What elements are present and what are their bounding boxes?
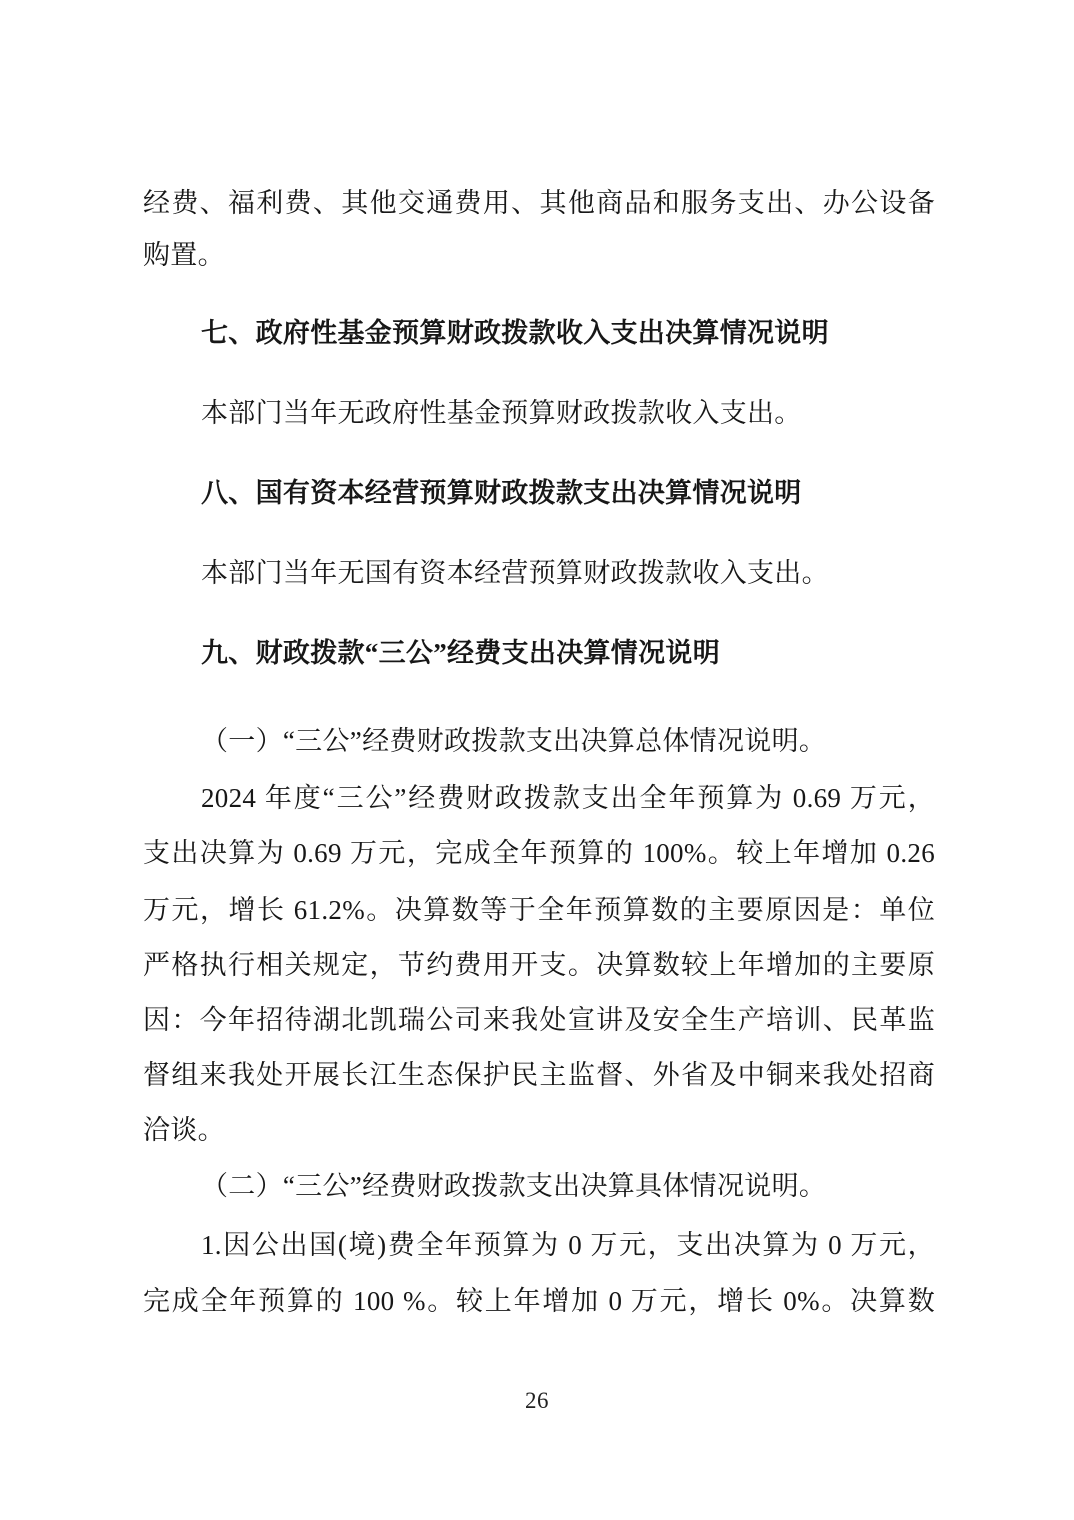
- paragraph-sangong-overview-line: 因：今年招待湖北凯瑞公司来我处宣讲及安全生产培训、民革监: [143, 1005, 935, 1035]
- paragraph-sangong-overview-line: 督组来我处开展长江生态保护民主监督、外省及中铜来我处招商: [143, 1060, 935, 1090]
- section-heading-nine: 九、财政拨款“三公”经费支出决算情况说明: [201, 638, 720, 668]
- section-heading-seven: 七、政府性基金预算财政拨款收入支出决算情况说明: [201, 318, 829, 348]
- paragraph-continuation-end: 购置。: [143, 240, 225, 270]
- paragraph-no-government-fund: 本部门当年无政府性基金预算财政拨款收入支出。: [201, 398, 802, 428]
- paragraph-sangong-overview-line: 2024 年度“三公”经费财政拨款支出全年预算为 0.69 万元，: [201, 783, 935, 813]
- paragraph-sangong-overview-end: 洽谈。: [143, 1115, 225, 1145]
- paragraph-no-state-capital: 本部门当年无国有资本经营预算财政拨款收入支出。: [201, 558, 829, 588]
- paragraph-sangong-overview-line: 支出决算为 0.69 万元，完成全年预算的 100%。较上年增加 0.26: [143, 838, 935, 868]
- page-number: 26: [525, 1388, 549, 1413]
- paragraph-sangong-overview-line: 万元，增长 61.2%。决算数等于全年预算数的主要原因是：单位: [143, 895, 935, 925]
- paragraph-continuation-line: 经费、福利费、其他交通费用、其他商品和服务支出、办公设备: [143, 188, 935, 218]
- subsection-heading-one: （一）“三公”经费财政拨款支出决算总体情况说明。: [201, 726, 827, 756]
- paragraph-abroad-expense-line: 1.因公出国(境)费全年预算为 0 万元，支出决算为 0 万元，: [201, 1230, 935, 1260]
- paragraph-sangong-overview-line: 严格执行相关规定，节约费用开支。决算数较上年增加的主要原: [143, 950, 935, 980]
- section-heading-eight: 八、国有资本经营预算财政拨款支出决算情况说明: [201, 478, 802, 508]
- subsection-heading-two: （二）“三公”经费财政拨款支出决算具体情况说明。: [201, 1171, 827, 1201]
- paragraph-abroad-expense-line: 完成全年预算的 100 %。较上年增加 0 万元，增长 0%。决算数: [143, 1286, 935, 1316]
